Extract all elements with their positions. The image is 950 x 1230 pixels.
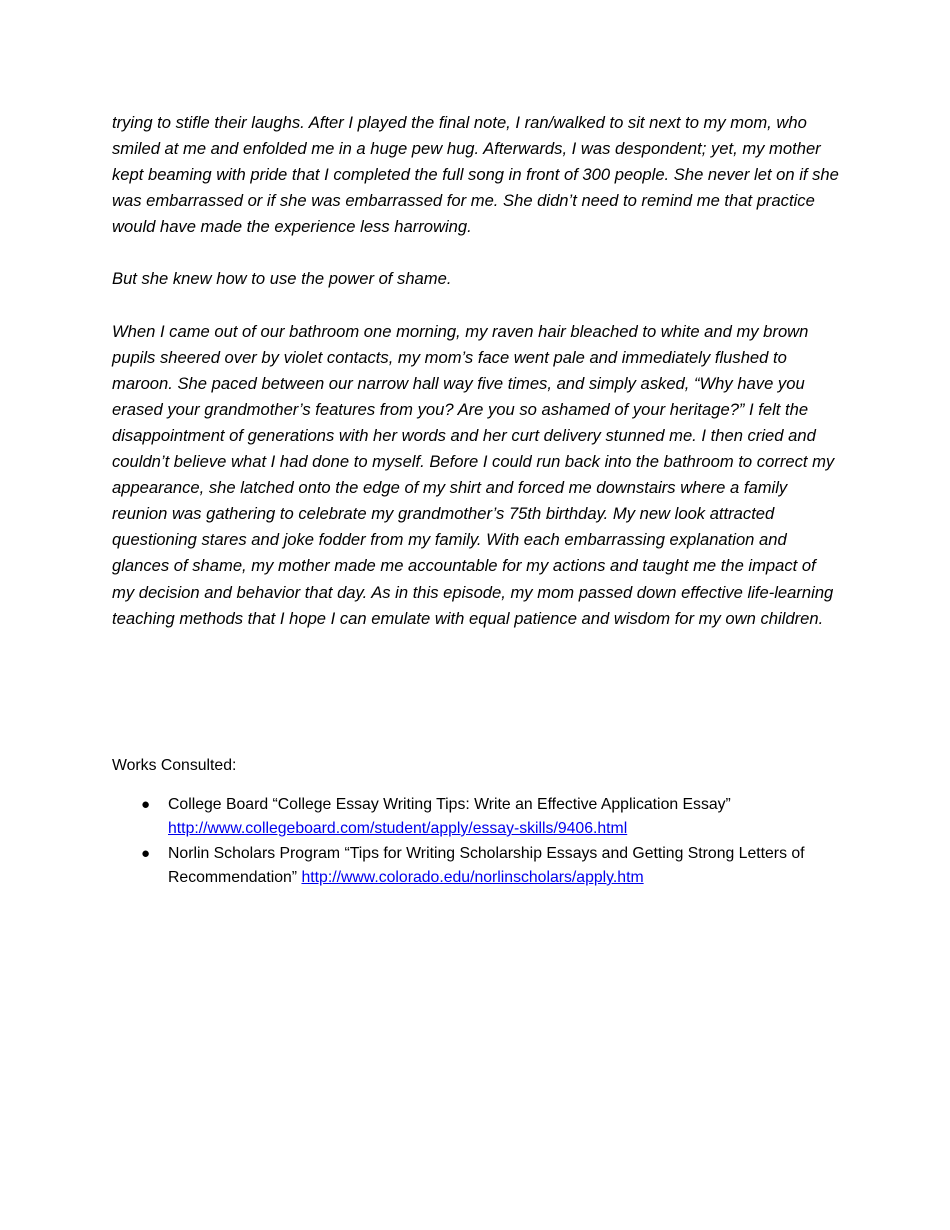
bullet-icon: ●	[141, 844, 151, 862]
essay-paragraph-1: trying to stifle their laughs. After I played the final note, I ran/walked to sit next to my mom, who smiled at me and enfolded me in a huge pew hug. Afterwards, I was despondent; yet, my mother kept beaming with pride that I completed the full song in front of 300 people. She never let on if she was embarrassed or if she was embarrassed for me. She didn’t need to remind me that practice would have made the experience less harrowing.	[112, 113, 839, 237]
essay-paragraph-3: When I came out of our bathroom one morning, my raven hair bleached to white and my brown pupils sheered over by violet contacts, my mom’s face went pale and immediately flushed to maroon. She paced between our narrow hall way five times, and simply asked, “Why have you erased your grandmother’s features from you? Are you so ashamed of your heritage?” I felt the disappointment of generations with her words and her curt delivery stunned me. I then cried and couldn’t believe what I had done to myself. Before I could run back into the bathroom to correct my appearance, she latched onto the edge of my shirt and forced me downstairs where a family reunion was gathering to celebrate my grandmother’s 75th birthday. My new look attracted questioning stares and joke fodder from my family. With each embarrassing explanation and glances of shame, my mother made me accountable for my actions and taught me the impact of my decision and behavior that day. As in this episode, my mom passed down effective life-learning teaching methods that I hope I can emulate with equal patience and wisdom for my own children.	[112, 321, 835, 628]
works-consulted-item	[112, 842, 842, 891]
works-consulted-section	[112, 754, 842, 891]
essay-body	[112, 110, 842, 632]
bullet-icon: ●	[141, 795, 151, 813]
citation-text: Norlin Scholars Program “Tips for Writing Scholarship Essays and Getting Strong Letters of Recommendation”	[168, 844, 805, 886]
works-consulted-item	[112, 793, 842, 842]
essay-paragraph-2: But she knew how to use the power of shame.	[112, 269, 452, 289]
works-consulted-heading: Works Consulted:	[112, 757, 237, 774]
citation-text: College Board “College Essay Writing Tips: Write an Effective Application Essay”	[168, 795, 731, 813]
citation-link[interactable]: http://www.collegeboard.com/student/apply/essay-skills/9406.html	[168, 820, 628, 837]
works-consulted-list	[112, 793, 842, 891]
citation-link[interactable]: http://www.colorado.edu/norlinscholars/apply.htm	[301, 869, 644, 886]
